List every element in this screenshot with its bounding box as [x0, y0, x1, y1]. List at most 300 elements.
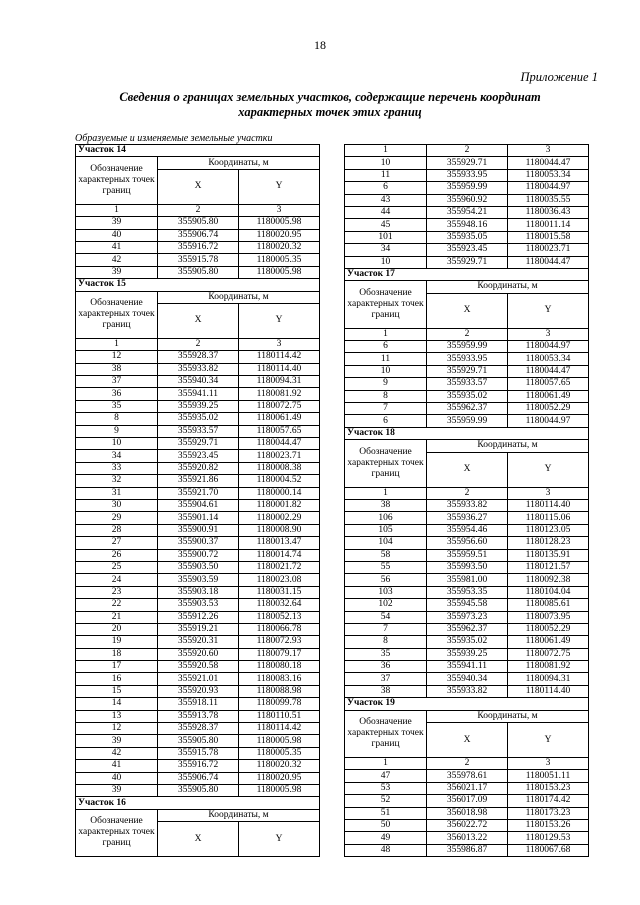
point-id: 12: [76, 723, 158, 735]
table-row: [345, 194, 589, 206]
table-row: [345, 403, 589, 415]
point-id: 103: [345, 586, 427, 598]
y-coordinate: 1180020.32: [239, 241, 320, 253]
y-coordinate: 1180044.97: [508, 182, 589, 194]
x-coordinate: 355959.99: [427, 341, 508, 353]
column-number: 2: [427, 487, 508, 499]
point-id: 40: [76, 229, 158, 241]
x-coordinate: 355915.78: [158, 747, 239, 759]
point-id: 33: [76, 462, 158, 474]
x-coordinate: 355916.72: [158, 760, 239, 772]
column-number: 1: [345, 328, 427, 340]
column-number: 1: [345, 758, 427, 770]
column-number: 2: [158, 338, 239, 350]
x-coordinate: 355933.82: [427, 499, 508, 511]
point-id: 17: [76, 661, 158, 673]
y-coordinate: 1180005.98: [239, 217, 320, 229]
y-coordinate: 1180053.34: [508, 169, 589, 181]
table-row: [345, 844, 589, 856]
y-coordinate: 1180067.68: [508, 844, 589, 856]
point-id: 6: [345, 341, 427, 353]
y-coordinate: 1180073.95: [508, 611, 589, 623]
point-label-header: Обозначение характерных точек границ: [76, 157, 158, 204]
y-coordinate: 1180072.93: [239, 636, 320, 648]
table-row: [345, 561, 589, 573]
point-id: 50: [345, 819, 427, 831]
table-row: [76, 586, 320, 598]
y-coordinate: 1180072.75: [239, 400, 320, 412]
table-row: [76, 487, 320, 499]
table-row: [76, 648, 320, 660]
table-row: [76, 723, 320, 735]
x-coordinate: 355933.82: [158, 363, 239, 375]
table-row: [345, 611, 589, 623]
x-coordinate: 355981.00: [427, 574, 508, 586]
y-coordinate: 1180044.47: [508, 157, 589, 169]
x-coordinate: 355936.27: [427, 512, 508, 524]
point-id: 41: [76, 760, 158, 772]
table-row: [76, 760, 320, 772]
table-row: [76, 673, 320, 685]
coordinates-header: Координаты, м: [158, 291, 320, 303]
x-coordinate: 355920.93: [158, 685, 239, 697]
table-row: [76, 784, 320, 796]
point-id: 23: [76, 586, 158, 598]
x-coordinate: 355940.34: [427, 673, 508, 685]
point-id: 18: [76, 648, 158, 660]
y-coordinate: 1180044.47: [239, 438, 320, 450]
x-coordinate: 356022.72: [427, 819, 508, 831]
table-row: [345, 636, 589, 648]
x-coordinate: 355945.58: [427, 599, 508, 611]
x-coordinate: 355959.51: [427, 549, 508, 561]
point-id: 45: [345, 219, 427, 231]
point-id: 56: [345, 574, 427, 586]
point-id: 41: [76, 241, 158, 253]
table-row: [345, 795, 589, 807]
column-number: 1: [76, 204, 158, 216]
x-coordinate: 355920.58: [158, 661, 239, 673]
x-coordinate: 355905.80: [158, 784, 239, 796]
y-coordinate: 1180023.71: [239, 450, 320, 462]
table-row: [345, 819, 589, 831]
point-id: 10: [345, 256, 427, 268]
x-coordinate: 355986.87: [427, 844, 508, 856]
x-coordinate: 355905.80: [158, 217, 239, 229]
table-row: [345, 673, 589, 685]
table-row: [76, 735, 320, 747]
x-header: X: [158, 822, 239, 857]
point-id: 43: [345, 194, 427, 206]
y-coordinate: 1180085.61: [508, 599, 589, 611]
y-coordinate: 1180036.43: [508, 206, 589, 218]
table-row: [76, 574, 320, 586]
table-row: [345, 648, 589, 660]
y-coordinate: 1180005.98: [239, 266, 320, 278]
x-coordinate: 355962.37: [427, 403, 508, 415]
parcel-title: Участок 14: [76, 145, 320, 157]
x-coordinate: 355923.45: [427, 244, 508, 256]
x-coordinate: 355921.86: [158, 475, 239, 487]
y-coordinate: 1180072.75: [508, 648, 589, 660]
point-id: 25: [76, 561, 158, 573]
column-number: 1: [345, 145, 427, 157]
column-number: 2: [158, 204, 239, 216]
y-coordinate: 1180044.47: [508, 365, 589, 377]
column-number: 2: [427, 328, 508, 340]
point-id: 16: [76, 673, 158, 685]
table-row: [345, 256, 589, 268]
y-coordinate: 1180023.08: [239, 574, 320, 586]
x-coordinate: 355915.78: [158, 254, 239, 266]
x-coordinate: 356018.98: [427, 807, 508, 819]
parcel-title: Участок 16: [76, 797, 320, 809]
table-row: [345, 231, 589, 243]
table-row: [345, 586, 589, 598]
point-id: 104: [345, 537, 427, 549]
y-coordinate: 1180066.78: [239, 623, 320, 635]
y-header: Y: [508, 723, 589, 758]
x-coordinate: 355904.61: [158, 499, 239, 511]
y-coordinate: 1180005.98: [239, 784, 320, 796]
coordinates-header: Координаты, м: [158, 809, 320, 821]
point-id: 10: [345, 157, 427, 169]
table-row: [345, 169, 589, 181]
y-coordinate: 1180081.92: [239, 388, 320, 400]
point-id: 38: [345, 685, 427, 697]
y-coordinate: 1180057.65: [508, 378, 589, 390]
table-row: [76, 524, 320, 536]
x-coordinate: 355920.31: [158, 636, 239, 648]
table-row: [345, 341, 589, 353]
column-number: 2: [427, 145, 508, 157]
table-row: [345, 182, 589, 194]
table-row: [345, 661, 589, 673]
x-header: X: [158, 303, 239, 338]
point-label-header: Обозначение характерных точек границ: [345, 440, 427, 487]
x-coordinate: 355921.70: [158, 487, 239, 499]
y-coordinate: 1180044.47: [508, 256, 589, 268]
point-id: 106: [345, 512, 427, 524]
x-coordinate: 355900.37: [158, 537, 239, 549]
table-row: [76, 685, 320, 697]
point-id: 30: [76, 499, 158, 511]
table-row: [76, 254, 320, 266]
x-coordinate: 355954.46: [427, 524, 508, 536]
point-label-header: Обозначение характерных точек границ: [345, 710, 427, 757]
point-id: 9: [76, 425, 158, 437]
y-coordinate: 1180002.29: [239, 512, 320, 524]
column-number: 2: [427, 758, 508, 770]
y-coordinate: 1180057.65: [239, 425, 320, 437]
x-coordinate: 355929.71: [158, 438, 239, 450]
point-id: 42: [76, 254, 158, 266]
point-id: 11: [345, 353, 427, 365]
coordinates-header: Координаты, м: [158, 157, 320, 169]
x-coordinate: 355923.45: [158, 450, 239, 462]
point-id: 37: [76, 376, 158, 388]
x-coordinate: 355935.02: [158, 413, 239, 425]
table-row: [76, 229, 320, 241]
column-number: 3: [508, 145, 589, 157]
x-coordinate: 355903.50: [158, 561, 239, 573]
point-id: 14: [76, 698, 158, 710]
y-coordinate: 1180004.52: [239, 475, 320, 487]
x-coordinate: 355903.59: [158, 574, 239, 586]
table-row: [76, 710, 320, 722]
point-id: 39: [76, 735, 158, 747]
column-number: 1: [76, 338, 158, 350]
y-coordinate: 1180094.31: [239, 376, 320, 388]
y-coordinate: 1180008.90: [239, 524, 320, 536]
column-number: 3: [508, 328, 589, 340]
x-coordinate: 355941.11: [158, 388, 239, 400]
table-row: [345, 623, 589, 635]
table-row: [345, 549, 589, 561]
y-coordinate: 1180129.53: [508, 832, 589, 844]
x-coordinate: 355906.74: [158, 772, 239, 784]
y-coordinate: 1180005.35: [239, 254, 320, 266]
table-row: [76, 376, 320, 388]
table-row: [345, 832, 589, 844]
y-coordinate: 1180005.98: [239, 735, 320, 747]
table-row: [76, 425, 320, 437]
x-coordinate: 355935.02: [427, 636, 508, 648]
y-coordinate: 1180000.14: [239, 487, 320, 499]
x-coordinate: 356013.22: [427, 832, 508, 844]
point-label-header: Обозначение характерных точек границ: [345, 281, 427, 328]
x-coordinate: 355929.71: [427, 157, 508, 169]
x-coordinate: 355935.05: [427, 231, 508, 243]
x-coordinate: 355935.02: [427, 390, 508, 402]
x-header: X: [158, 169, 239, 204]
table-row: [76, 611, 320, 623]
table-row: [76, 537, 320, 549]
x-coordinate: 356017.09: [427, 795, 508, 807]
left-coordinates-table: [75, 144, 319, 857]
table-row: [76, 747, 320, 759]
table-row: [76, 241, 320, 253]
point-id: 35: [76, 400, 158, 412]
y-coordinate: 1180088.98: [239, 685, 320, 697]
point-id: 8: [76, 413, 158, 425]
x-coordinate: 355959.99: [427, 182, 508, 194]
page-number: 18: [314, 38, 326, 52]
point-id: 28: [76, 524, 158, 536]
point-id: 49: [345, 832, 427, 844]
table-row: [345, 206, 589, 218]
x-coordinate: 355919.21: [158, 623, 239, 635]
point-id: 102: [345, 599, 427, 611]
x-coordinate: 355900.91: [158, 524, 239, 536]
x-header: X: [427, 293, 508, 328]
table-row: [345, 770, 589, 782]
point-id: 7: [345, 623, 427, 635]
table-row: [76, 351, 320, 363]
table-row: [76, 400, 320, 412]
table-row: [345, 574, 589, 586]
y-coordinate: 1180092.38: [508, 574, 589, 586]
parcel-title: Участок 15: [76, 279, 320, 291]
x-coordinate: 356021.17: [427, 782, 508, 794]
point-id: 21: [76, 611, 158, 623]
y-coordinate: 1180083.16: [239, 673, 320, 685]
point-id: 101: [345, 231, 427, 243]
x-coordinate: 355962.37: [427, 623, 508, 635]
point-id: 54: [345, 611, 427, 623]
y-coordinate: 1180174.42: [508, 795, 589, 807]
point-id: 58: [345, 549, 427, 561]
x-coordinate: 355948.16: [427, 219, 508, 231]
x-coordinate: 355933.95: [427, 353, 508, 365]
table-row: [345, 390, 589, 402]
table-row: [76, 438, 320, 450]
right-coordinates-table: [344, 144, 587, 857]
point-id: 6: [345, 415, 427, 427]
table-row: [345, 524, 589, 536]
y-coordinate: 1180014.74: [239, 549, 320, 561]
point-id: 38: [76, 363, 158, 375]
point-id: 34: [345, 244, 427, 256]
x-coordinate: 355941.11: [427, 661, 508, 673]
y-coordinate: 1180051.11: [508, 770, 589, 782]
x-coordinate: 355920.60: [158, 648, 239, 660]
point-id: 12: [76, 351, 158, 363]
x-coordinate: 355954.21: [427, 206, 508, 218]
y-coordinate: 1180114.42: [239, 723, 320, 735]
table-row: [76, 363, 320, 375]
point-id: 31: [76, 487, 158, 499]
column-number: 3: [239, 338, 320, 350]
table-row: [345, 685, 589, 697]
y-coordinate: 1180099.78: [239, 698, 320, 710]
x-coordinate: 355959.99: [427, 415, 508, 427]
y-header: Y: [239, 822, 320, 857]
x-coordinate: 355921.01: [158, 673, 239, 685]
y-coordinate: 1180013.47: [239, 537, 320, 549]
table-row: [76, 266, 320, 278]
y-coordinate: 1180135.91: [508, 549, 589, 561]
point-label-header: Обозначение характерных точек границ: [76, 291, 158, 338]
y-coordinate: 1180123.05: [508, 524, 589, 536]
document-title: Сведения о границах земельных участков, содержащие перечень координат характерных точек этих границ: [119, 90, 541, 119]
y-coordinate: 1180035.55: [508, 194, 589, 206]
y-coordinate: 1180114.40: [508, 685, 589, 697]
x-header: X: [427, 452, 508, 487]
y-coordinate: 1180061.49: [508, 390, 589, 402]
point-id: 15: [76, 685, 158, 697]
point-id: 53: [345, 782, 427, 794]
point-id: 19: [76, 636, 158, 648]
point-id: 8: [345, 636, 427, 648]
table-row: [76, 499, 320, 511]
y-coordinate: 1180005.35: [239, 747, 320, 759]
x-coordinate: 355993.50: [427, 561, 508, 573]
parcel-title: Участок 17: [345, 268, 589, 280]
y-coordinate: 1180104.04: [508, 586, 589, 598]
x-coordinate: 355920.82: [158, 462, 239, 474]
x-coordinate: 355903.53: [158, 599, 239, 611]
point-id: 27: [76, 537, 158, 549]
y-coordinate: 1180015.58: [508, 231, 589, 243]
point-id: 34: [76, 450, 158, 462]
point-id: 29: [76, 512, 158, 524]
table-row: [76, 512, 320, 524]
table-row: [345, 499, 589, 511]
point-id: 6: [345, 182, 427, 194]
x-coordinate: 355933.57: [427, 378, 508, 390]
table-row: [76, 217, 320, 229]
x-coordinate: 355933.82: [427, 685, 508, 697]
table-row: [76, 388, 320, 400]
y-coordinate: 1180008.38: [239, 462, 320, 474]
y-coordinate: 1180081.92: [508, 661, 589, 673]
point-id: 105: [345, 524, 427, 536]
column-number: 1: [345, 487, 427, 499]
y-coordinate: 1180173.23: [508, 807, 589, 819]
point-id: 40: [76, 772, 158, 784]
point-id: 36: [345, 661, 427, 673]
point-id: 55: [345, 561, 427, 573]
point-id: 26: [76, 549, 158, 561]
y-coordinate: 1180031.15: [239, 586, 320, 598]
table-row: [345, 782, 589, 794]
y-coordinate: 1180121.57: [508, 561, 589, 573]
y-coordinate: 1180061.49: [239, 413, 320, 425]
y-coordinate: 1180079.17: [239, 648, 320, 660]
point-id: 9: [345, 378, 427, 390]
table-row: [345, 512, 589, 524]
x-header: X: [427, 723, 508, 758]
y-header: Y: [239, 169, 320, 204]
x-coordinate: 355960.92: [427, 194, 508, 206]
x-coordinate: 355928.37: [158, 723, 239, 735]
column-number: 3: [508, 487, 589, 499]
point-id: 39: [76, 217, 158, 229]
y-coordinate: 1180115.06: [508, 512, 589, 524]
table-row: [345, 365, 589, 377]
y-header: Y: [239, 303, 320, 338]
table-row: [76, 636, 320, 648]
y-coordinate: 1180094.31: [508, 673, 589, 685]
point-id: 7: [345, 403, 427, 415]
point-id: 38: [345, 499, 427, 511]
x-coordinate: 355933.95: [427, 169, 508, 181]
y-coordinate: 1180001.82: [239, 499, 320, 511]
y-coordinate: 1180020.95: [239, 772, 320, 784]
table-row: [345, 378, 589, 390]
y-coordinate: 1180153.23: [508, 782, 589, 794]
y-coordinate: 1180052.13: [239, 611, 320, 623]
y-coordinate: 1180053.34: [508, 353, 589, 365]
x-coordinate: 355929.71: [427, 256, 508, 268]
y-coordinate: 1180114.40: [508, 499, 589, 511]
x-coordinate: 355939.25: [427, 648, 508, 660]
table-row: [345, 415, 589, 427]
point-id: 13: [76, 710, 158, 722]
y-coordinate: 1180023.71: [508, 244, 589, 256]
parcel-title: Участок 18: [345, 427, 589, 439]
point-id: 8: [345, 390, 427, 402]
y-coordinate: 1180110.51: [239, 710, 320, 722]
point-id: 11: [345, 169, 427, 181]
y-coordinate: 1180052.29: [508, 403, 589, 415]
x-coordinate: 355918.11: [158, 698, 239, 710]
table-row: [76, 549, 320, 561]
table-row: [76, 462, 320, 474]
y-coordinate: 1180020.95: [239, 229, 320, 241]
coordinates-header: Координаты, м: [427, 281, 589, 293]
